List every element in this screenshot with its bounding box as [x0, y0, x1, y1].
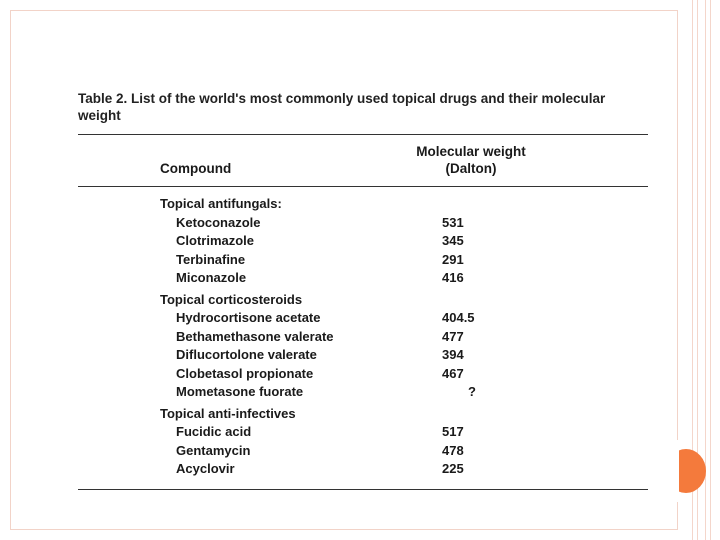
molecular-weight-value: 345: [442, 233, 464, 248]
compound-name: Gentamycin: [176, 442, 251, 458]
table-row: [78, 384, 648, 403]
compound-name: Mometasone fuorate: [176, 384, 304, 399]
molecular-weight-value: 478: [442, 442, 464, 458]
molecular-weight-value: 225: [442, 461, 464, 476]
molecular-weight-value: 416: [442, 270, 464, 285]
molecular-weight-value: 394: [442, 347, 464, 362]
table-row: [78, 233, 648, 252]
molecular-weight-value: ?: [468, 384, 476, 399]
table-row: [78, 270, 648, 289]
compound-name: Diflucortolone valerate: [176, 347, 317, 362]
group-title: Topical corticosteroids: [160, 291, 303, 307]
table-header: [78, 135, 648, 187]
header-mw-line2: (Dalton): [445, 161, 497, 176]
compound-name: Acyclovir: [176, 461, 235, 476]
group-title-row: [78, 292, 648, 311]
table-row: [78, 461, 648, 480]
drug-group: [78, 292, 648, 403]
table-body: [78, 187, 648, 490]
molecular-weight-value: 531: [442, 214, 464, 230]
group-title: Topical antifungals:: [160, 196, 282, 211]
decorative-line: [710, 0, 711, 540]
table-row: [78, 252, 648, 271]
table-row: [78, 215, 648, 234]
table-row: [78, 366, 648, 385]
molecular-weight-value: 477: [442, 328, 464, 344]
table-row: [78, 424, 648, 443]
drug-group: [78, 406, 648, 480]
header-compound: Compound: [160, 161, 232, 176]
compound-name: Clobetasol propionate: [176, 365, 314, 381]
molecular-weight-value: 467: [442, 365, 464, 381]
group-title: Topical anti-infectives: [160, 405, 296, 421]
compound-name: Hydrocortisone acetate: [176, 310, 321, 325]
table-row: [78, 310, 648, 329]
molecular-weight-value: 517: [442, 424, 464, 439]
drug-group: [78, 196, 648, 289]
compound-name: Bethamethasone valerate: [176, 328, 334, 344]
decorative-line: [705, 0, 706, 540]
compound-name: Fucidic acid: [176, 424, 252, 439]
group-title-row: [78, 406, 648, 425]
table-row: [78, 347, 648, 366]
header-molecular-weight: [386, 143, 556, 177]
table-row: [78, 443, 648, 462]
table-caption: Table 2. List of the world's most commonly used topical drugs and their molecular weight: [78, 91, 606, 123]
table-row: [78, 329, 648, 348]
compound-name: Ketoconazole: [176, 214, 261, 230]
document-table: [78, 90, 648, 490]
molecular-weight-value: 291: [442, 251, 464, 267]
group-title-row: [78, 196, 648, 215]
compound-name: Clotrimazole: [176, 233, 255, 248]
header-mw-line1: Molecular weight: [416, 144, 526, 159]
compound-name: Terbinafine: [176, 251, 246, 267]
molecular-weight-value: 404.5: [442, 310, 475, 325]
compound-name: Miconazole: [176, 270, 247, 285]
